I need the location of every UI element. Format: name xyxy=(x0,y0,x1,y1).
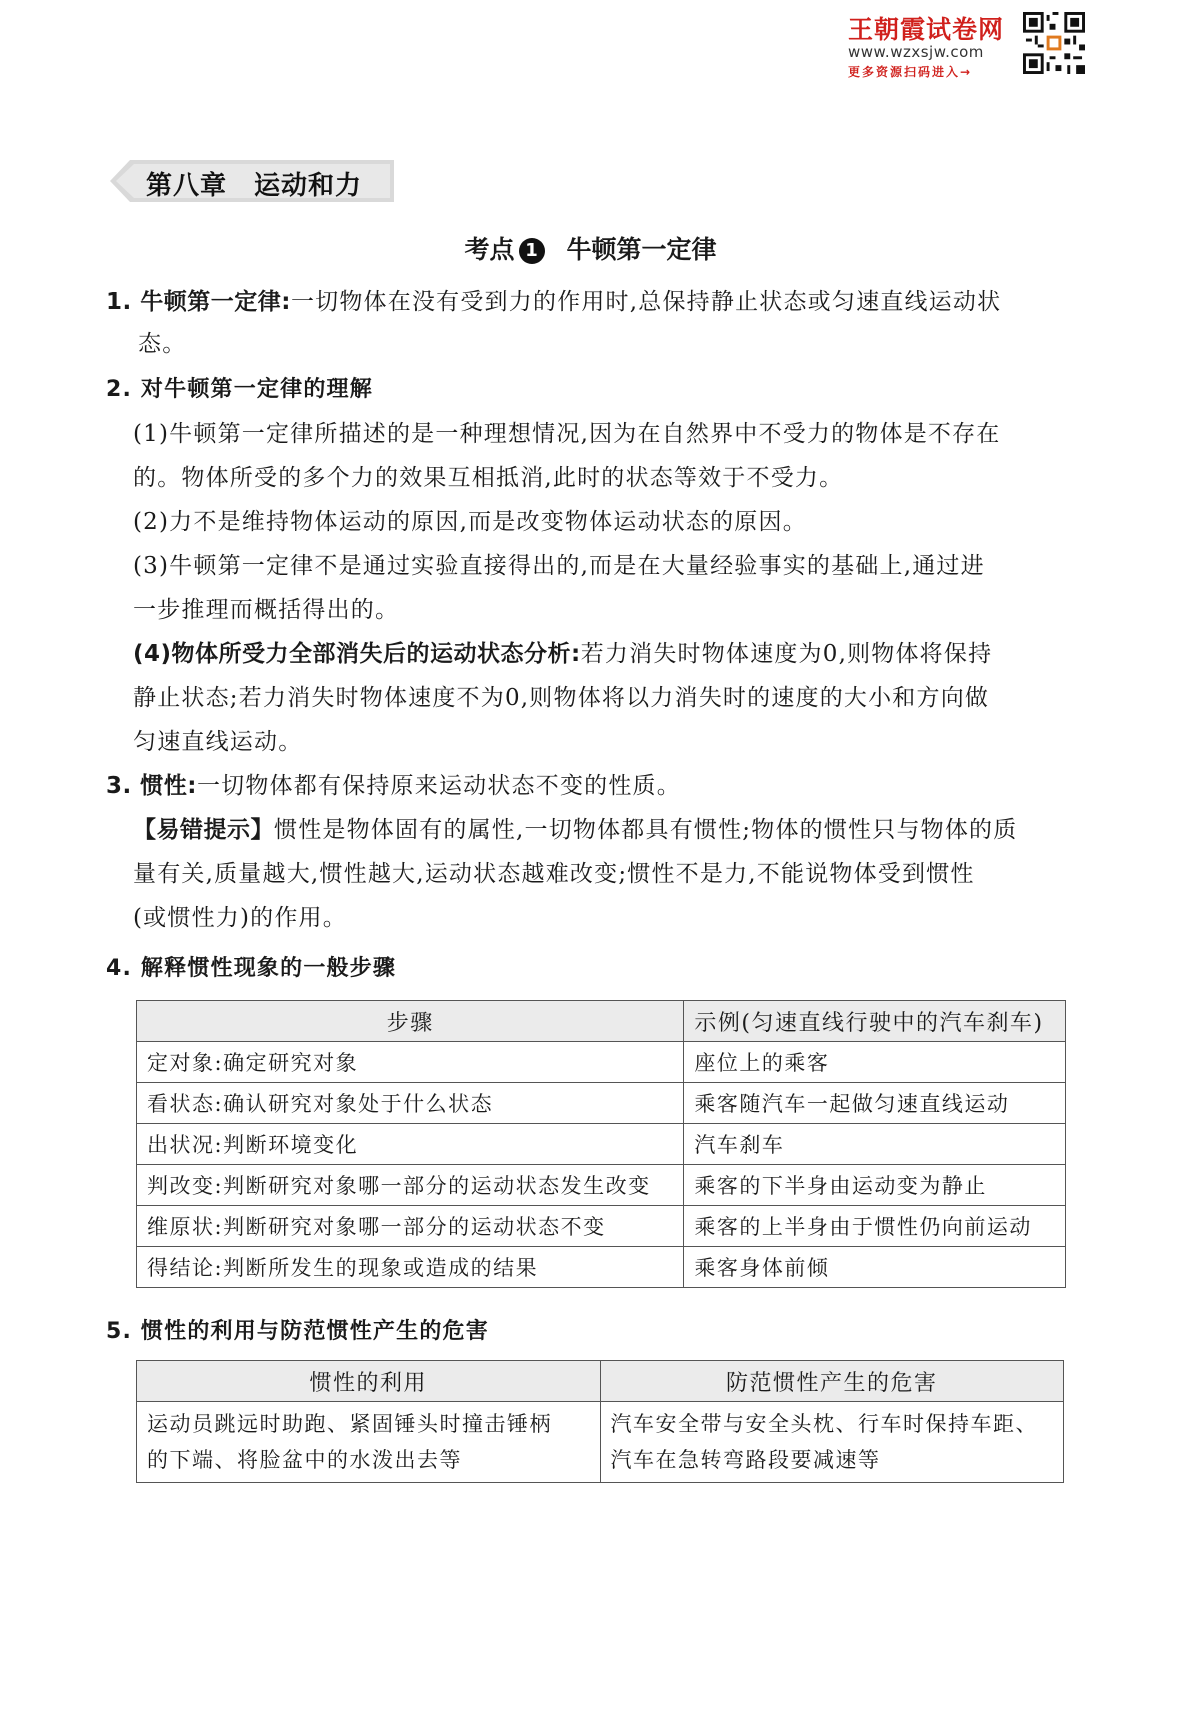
section-prefix: 考点 xyxy=(464,235,515,264)
table-row xyxy=(137,1042,1066,1083)
use-line2: 的下端、将脸盆中的水泼出去等 xyxy=(147,1448,462,1472)
steps-table xyxy=(136,1000,1066,1288)
table-header-row xyxy=(137,1361,1064,1402)
table-row xyxy=(137,1124,1066,1165)
table-row xyxy=(137,1206,1066,1247)
brand-url[interactable]: www.wzxsjw.com xyxy=(848,43,984,61)
p5-heading: 5. 惯性的利用与防范惯性产生的危害 xyxy=(106,1319,489,1344)
section-title xyxy=(0,230,1181,266)
table-cell: 乘客的上半身由于惯性仍向前运动 xyxy=(684,1206,1066,1247)
p1-line2: 态。 xyxy=(138,331,187,357)
p2-item3-line1: (3)牛顿第一定律不是通过实验直接得出的,而是在大量经验事实的基础上,通过进 xyxy=(133,553,985,579)
p2-item4-line2: 静止状态;若力消失时物体速度不为0,则物体将以力消失时的速度的大小和方向做 xyxy=(133,685,990,711)
brand-name: 王朝霞试卷网 xyxy=(848,15,1005,44)
p3-tip-line1 xyxy=(133,816,1017,844)
p3-tip-line3: (或惯性力)的作用。 xyxy=(133,905,347,931)
p3-line1 xyxy=(106,772,681,800)
table-header: 防范惯性产生的危害 xyxy=(600,1361,1064,1402)
table-cell: 座位上的乘客 xyxy=(684,1042,1066,1083)
table-cell: 判改变:判断研究对象哪一部分的运动状态发生改变 xyxy=(137,1165,684,1206)
table-row xyxy=(137,1083,1066,1124)
table-cell: 定对象:确定研究对象 xyxy=(137,1042,684,1083)
table-cell-use xyxy=(137,1402,601,1483)
table-cell: 看状态:确认研究对象处于什么状态 xyxy=(137,1083,684,1124)
table-header: 惯性的利用 xyxy=(137,1361,601,1402)
p2-item4-label: (4)物体所受力全部消失后的运动状态分析: xyxy=(133,641,581,667)
p2-item4-text: 若力消失时物体速度为0,则物体将保持 xyxy=(580,641,993,667)
table-cell: 乘客随汽车一起做匀速直线运动 xyxy=(684,1083,1066,1124)
table-header: 步骤 xyxy=(137,1001,684,1042)
table-header: 示例(匀速直线行驶中的汽车刹车) xyxy=(684,1001,1066,1042)
brand-tagline: 更多资源扫码进入→ xyxy=(848,65,973,79)
table-cell: 维原状:判断研究对象哪一部分的运动状态不变 xyxy=(137,1206,684,1247)
p2-item4-line3: 匀速直线运动。 xyxy=(133,729,303,755)
use-line1: 运动员跳远时助跑、紧固锤头时撞击锤柄 xyxy=(147,1412,552,1436)
p2-item4-line1 xyxy=(133,640,992,668)
p3-text: 一切物体都有保持原来运动状态不变的性质。 xyxy=(196,773,681,799)
table-header-row xyxy=(137,1001,1066,1042)
section-number-badge: 1 xyxy=(519,238,545,264)
chapter-title: 第八章 运动和力 xyxy=(146,171,363,201)
p2-item2: (2)力不是维持物体运动的原因,而是改变物体运动状态的原因。 xyxy=(133,509,807,535)
p3-term: 3. 惯性: xyxy=(106,773,197,799)
section-name: 牛顿第一定律 xyxy=(566,235,717,264)
p4-heading: 4. 解释惯性现象的一般步骤 xyxy=(106,956,397,981)
prevent-line2: 汽车在急转弯路段要减速等 xyxy=(610,1448,881,1472)
p1-text: 一切物体在没有受到力的作用时,总保持静止状态或匀速直线运动状 xyxy=(290,289,1002,315)
p3-tip-text: 惯性是物体固有的属性,一切物体都具有惯性;物体的惯性只与物体的质 xyxy=(274,817,1018,843)
table-cell: 汽车刹车 xyxy=(684,1124,1066,1165)
inertia-table xyxy=(136,1360,1064,1483)
table-cell: 乘客身体前倾 xyxy=(684,1247,1066,1288)
table-cell: 出状况:判断环境变化 xyxy=(137,1124,684,1165)
qr-code-icon[interactable] xyxy=(1023,12,1085,74)
table-row xyxy=(137,1402,1064,1483)
table-cell: 乘客的下半身由运动变为静止 xyxy=(684,1165,1066,1206)
prevent-line1: 汽车安全带与安全头枕、行车时保持车距、 xyxy=(610,1412,1038,1436)
p3-tip-label: 【易错提示】 xyxy=(133,817,274,843)
header-logo[interactable] xyxy=(848,10,1088,80)
table-cell-prevent xyxy=(600,1402,1064,1483)
table-row xyxy=(137,1165,1066,1206)
p2-item1-line1: (1)牛顿第一定律所描述的是一种理想情况,因为在自然界中不受力的物体是不存在 xyxy=(133,421,1001,447)
p2-item3-line2: 一步推理而概括得出的。 xyxy=(133,597,400,623)
p1-term: 1. 牛顿第一定律: xyxy=(106,289,291,315)
table-row xyxy=(137,1247,1066,1288)
chapter-banner xyxy=(108,158,394,204)
p1-line1 xyxy=(106,288,1001,316)
p2-heading: 2. 对牛顿第一定律的理解 xyxy=(106,377,373,402)
p2-item1-line2: 的。物体所受的多个力的效果互相抵消,此时的状态等效于不受力。 xyxy=(133,465,844,491)
p3-tip-line2: 量有关,质量越大,惯性越大,运动状态越难改变;惯性不是力,不能说物体受到惯性 xyxy=(133,861,975,887)
table-cell: 得结论:判断所发生的现象或造成的结果 xyxy=(137,1247,684,1288)
